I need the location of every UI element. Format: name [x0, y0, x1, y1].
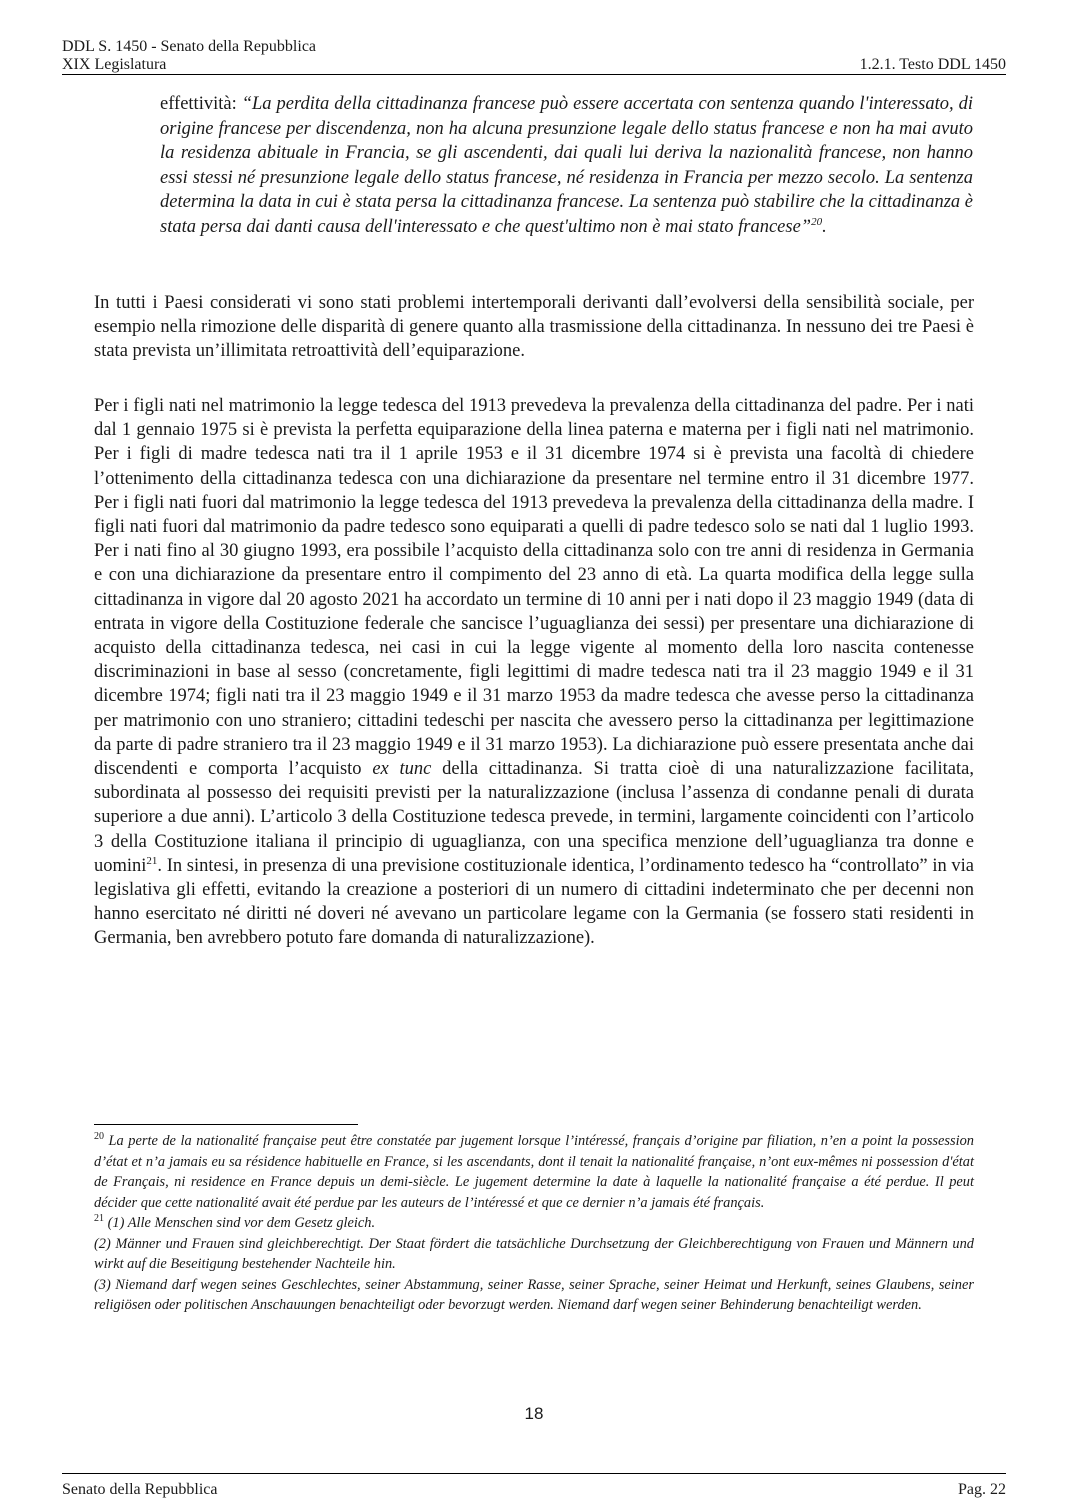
- footnote-21-line1: (1) Alle Menschen sind vor dem Gesetz gleich.: [104, 1215, 376, 1231]
- page-footer: [62, 1473, 1006, 1499]
- footnote-21-line3: (3) Niemand darf wegen seines Geschlechtes, seiner Abstammung, seiner Rasse, seiner Sprache, seiner Heimat und Herkunft, seines Glaubens, seiner religiösen oder politischen Anschauungen benachteiligt oder bevorzugt werden. Niemand darf wegen seiner Behinderung benachteiligt werden.: [94, 1276, 974, 1313]
- quote-body: “La perdita della cittadinanza francese può essere accertata con sentenza quando l'interessato, di origine francese per discendenza, non ha alcuna presunzione legale dello status francese e non ha mai avuto la residenza abituale in Francia, se gli ascendenti, dai quali lui deriva la nazionalità francese, non hanno essi stessi né presunzione legale dello status francese, né residenza in Francia per mezzo secolo. La sentenza determina la data in cui è stata persa la cittadinanza francese. La sentenza può stabilire che la cittadinanza è stata persa dai danti causa dell'interessato e che quest'ultimo non è mai stato francese”: [160, 94, 973, 237]
- paragraph-germany-latin: ex tunc: [372, 759, 432, 780]
- footnote-21-number: 21: [94, 1213, 104, 1225]
- footnote-20-number: 20: [94, 1131, 104, 1143]
- header-legislature: XIX Legislatura: [62, 56, 167, 73]
- header-section: 1.2.1. Testo DDL 1450: [859, 56, 1006, 73]
- footnote-divider: [94, 1124, 358, 1125]
- paragraph-intertemporal: In tutti i Paesi considerati vi sono stati problemi intertemporali derivanti dall’evolversi della sensibilità sociale, per esempio nella rimozione delle disparità di genere quanto alla trasmissione della cittadinanza. In nessuno dei tre Paesi è stata prevista un’illimitata retroattività dell’equiparazione.: [94, 293, 974, 362]
- paragraph-germany-part1: Per i figli nati nel matrimonio la legge tedesca del 1913 prevedeva la prevalenza della cittadinanza del padre. Per i nati dal 1 gennaio 1975 si è prevista la perfetta equiparazione della linea paterna e materna per i figli nati nel matrimonio. Per i figli di madre tedesca nati tra il 1 aprile 1953 e il 31 dicembre 1974 si è prevista una facoltà di chiedere l’ottenimento della cittadinanza tedesca con una dichiarazione da presentare nel termine entro il 31 dicembre 1977. Per i figli nati fuori dal matrimonio la legge tedesca del 1913 prevedeva la prevalenza della cittadinanza della madre. I figli nati fuori dal matrimonio da padre tedesco sono equiparati a quelli di padre tedesco solo se nati dal 1 luglio 1993. Per i nati fino al 30 giugno 1993, era possibile l’acquisto della cittadinanza solo con tre anni di residenza in Germania e con una dichiarazione da presentare entro il compimento del 23 anno di età. La quarta modifica della legge sulla cittadinanza in vigore dal 20 agosto 2021 ha accordato un termine di 10 anni per i nati dopo il 23 maggio 1949 (data di entrata in vigore della Costituzione federale che sancisce l’uguaglianza dei sessi) per presentare una dichiarazione di acquisto della cittadinanza tedesca, nei casi in cui la legge vigente al momento della loro nascita contenesse discriminazioni in base al sesso (concretamente, figli legittimi di madre tedesca nati tra il 23 maggio 1949 e il 31 dicembre 1974; figli nati tra il 23 maggio 1949 e il 31 marzo 1953 da madre tedesca che avesse perso la cittadinanza per matrimonio con uno straniero; cittadini tedeschi per nascita che avessero perso la cittadinanza per legittimazione da parte di padre straniero tra il 23 maggio 1949 e il 31 marzo 1953). La dichiarazione può essere presentata anche dai discendenti e comporta l’acquisto: [94, 396, 974, 780]
- quoted-text: [160, 92, 973, 239]
- paragraph-germany: [94, 394, 974, 951]
- paragraph-germany-part3: . In sintesi, in presenza di una previsione costituzionale identica, l’ordinamento tedesco ha “controllato” in via legislativa gli effetti, evitando la creazione a posteriori di un numero di cittadini indeterminato che per decenni non hanno esercitato né diritti né doveri né avevano un particolare legame con la Germania (se fossero stati residenti in Germania, ben avrebbero potuto fare domanda di naturalizzazione).: [94, 855, 974, 949]
- footer-page: Pag. 22: [958, 1481, 1006, 1498]
- footnotes: [94, 1131, 974, 1316]
- footnote-20-text: La perte de la nationalité française peut être constatée par jugement lorsque l’intéressé, français d’origine par filiation, n’en a point la possession d’état et n’a jamais eu sa résidence habituelle en France, si les ascendants, dont il tenait la nationalité française, n’ont eux-mêmes ni possession d'état de Français, ni residence en France depuis un demi-siècle. Le jugement determine la date à laquelle la nationalité française a été perdue. Il peut décider que cette nationalité avait été perdue par les auteurs de l’intéressé et que ce dernier n’a jamais été français.: [94, 1133, 974, 1211]
- header-doc-ref: DDL S. 1450 - Senato della Repubblica: [62, 38, 317, 55]
- footnote-21: [94, 1213, 974, 1234]
- quote-lead: effettività:: [160, 94, 242, 114]
- footnote-ref-20[interactable]: 20: [811, 215, 823, 228]
- footnote-ref-21[interactable]: 21: [146, 854, 158, 867]
- page-header: [62, 38, 1006, 75]
- paragraph-germany-part2: della cittadinanza. Si tratta cioè di una naturalizzazione facilitata, subordinata al possesso dei requisiti previsti per la naturalizzazione (inclusa l’assenza di condanne penali di durata superiore a due anni). L’articolo 3 della Costituzione tedesca prevede, in termini, largamente coincidenti con l’articolo 3 della Costituzione italiana il principio di uguaglianza, con una specifica menzione dell’uguaglianza tra donne e uomini: [94, 759, 974, 876]
- footer-left: Senato della Repubblica: [62, 1481, 218, 1498]
- header-row: [62, 56, 1006, 75]
- quote-end: .: [822, 216, 827, 237]
- footnote-20: [94, 1131, 974, 1213]
- footnote-21-line2: (2) Männer und Frauen sind gleichberechtigt. Der Staat fördert die tatsächliche Durchsetzung der Gleichberechtigung von Frauen und Männern und wirkt auf die Beseitigung bestehender Nachteile hin.: [94, 1235, 974, 1272]
- page-number: 18: [524, 1404, 544, 1423]
